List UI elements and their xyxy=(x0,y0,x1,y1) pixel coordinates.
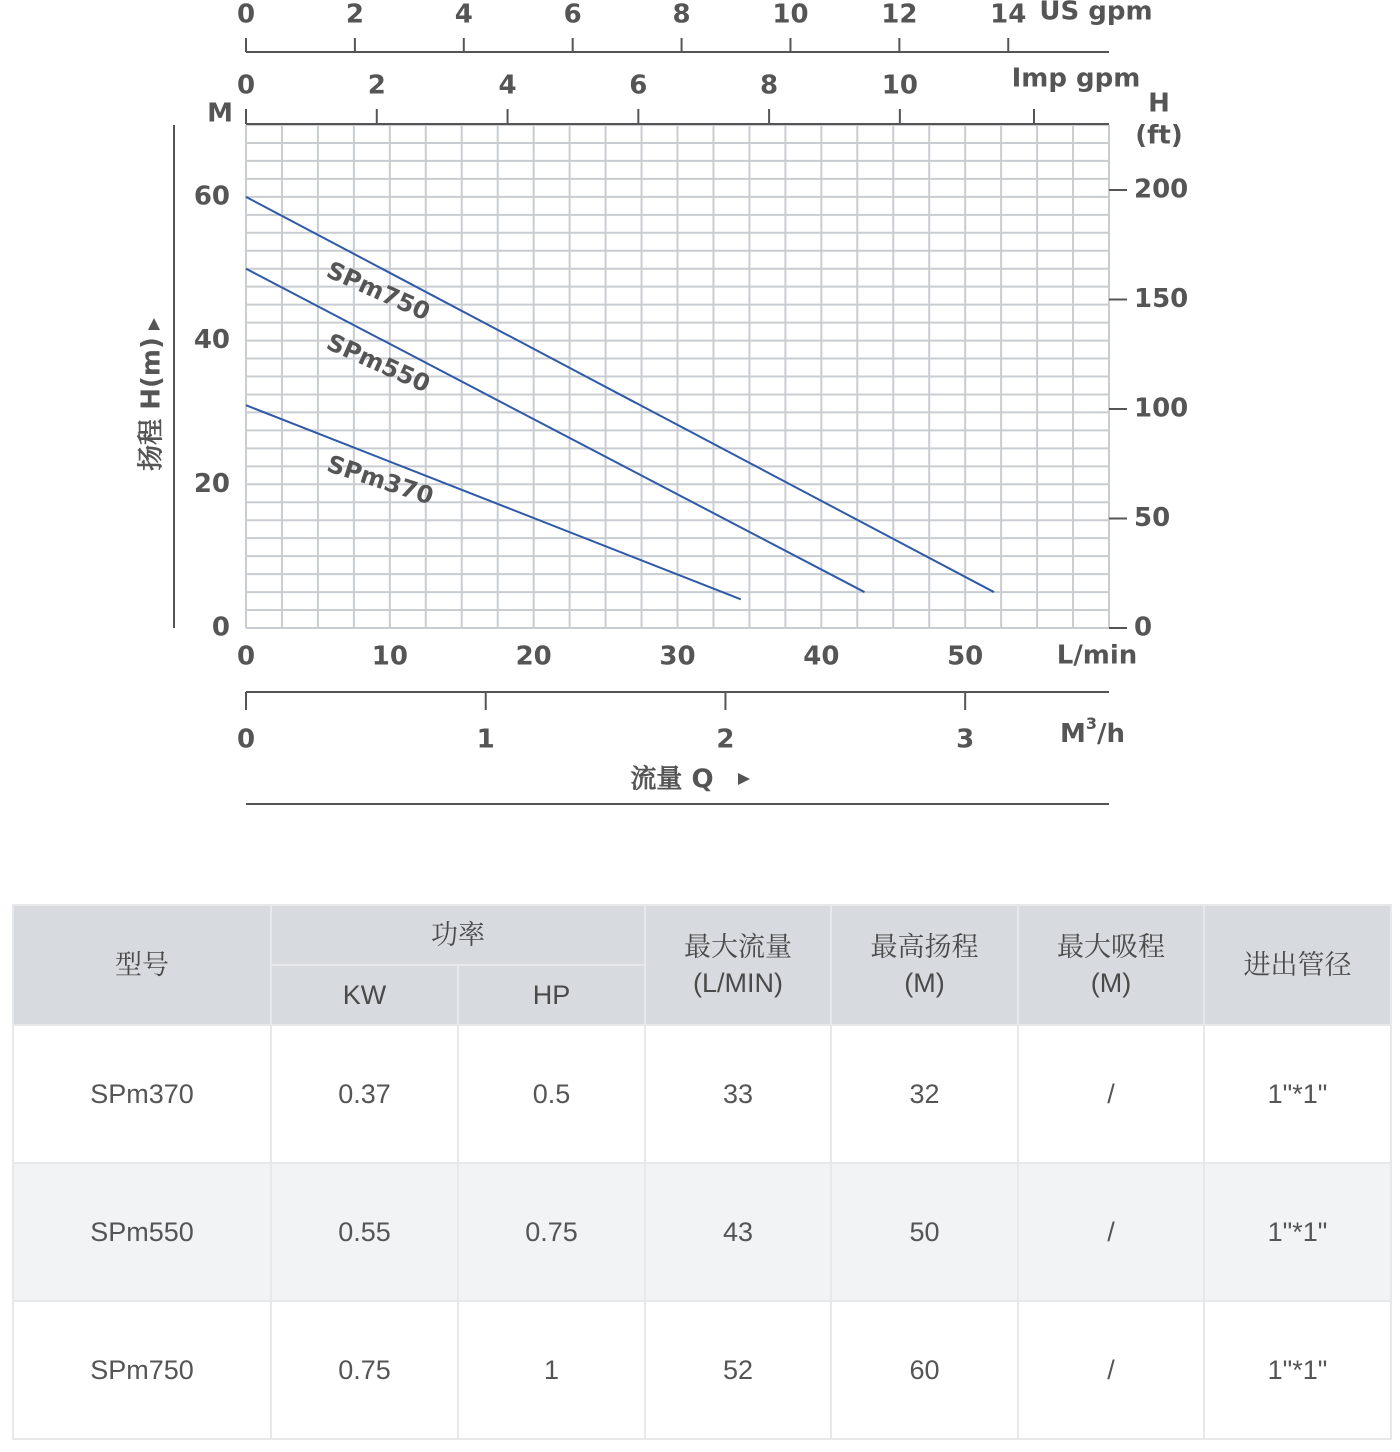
ft-unit-label-2: (ft) xyxy=(1135,120,1183,151)
x-tick-label: 40 xyxy=(803,641,840,672)
cell-flow: 43 xyxy=(645,1163,831,1301)
ft-tick-label: 50 xyxy=(1134,502,1171,533)
y-tick-label: 60 xyxy=(193,181,230,212)
imp-gpm-unit-label: Imp gpm xyxy=(1011,63,1141,94)
us-gpm-tick-label: 4 xyxy=(454,0,473,30)
ft-tick-label: 200 xyxy=(1134,174,1189,205)
cell-hp: 0.5 xyxy=(458,1025,645,1163)
y-axis-arrow xyxy=(148,318,160,330)
ft-unit-label: H xyxy=(1148,88,1170,119)
chart-axes xyxy=(148,38,1127,804)
m3h-unit-label: $M^3/h$ xyxy=(1060,713,1126,749)
table-header-row xyxy=(13,905,1391,965)
us-gpm-tick-label: 6 xyxy=(563,0,582,30)
cell-pipe: 1"*1" xyxy=(1204,1301,1391,1439)
cell-model: SPm750 xyxy=(13,1301,271,1439)
y-unit-label: M xyxy=(207,98,233,129)
table-row xyxy=(13,1163,1391,1301)
us-gpm-unit-label: US gpm xyxy=(1039,0,1153,27)
y-axis-title: 扬程 H(m) xyxy=(136,337,167,471)
us-gpm-tick-label: 14 xyxy=(990,0,1027,30)
chart-labels xyxy=(136,0,1189,795)
m3h-tick-label: 3 xyxy=(956,724,975,755)
cell-pipe: 1"*1" xyxy=(1204,1025,1391,1163)
x-tick-label: 10 xyxy=(371,641,408,672)
header-max-suction-line2: (M) xyxy=(1090,968,1132,998)
table-row xyxy=(13,1301,1391,1439)
x-axis-arrow xyxy=(738,773,750,785)
x-axis-title: 流量 Q xyxy=(630,764,714,795)
imp-gpm-tick-label: 10 xyxy=(881,70,918,101)
ft-tick-label: 0 xyxy=(1134,612,1153,643)
series-label-spm370: SPm370 xyxy=(323,449,437,511)
cell-flow: 33 xyxy=(645,1025,831,1163)
header-max-flow-line2: (L/MIN) xyxy=(693,968,783,998)
header-max-flow xyxy=(645,905,831,1025)
cell-head: 50 xyxy=(831,1163,1018,1301)
cell-kw: 0.75 xyxy=(271,1301,458,1439)
cell-flow: 52 xyxy=(645,1301,831,1439)
imp-gpm-tick-label: 8 xyxy=(760,70,779,101)
imp-gpm-tick-label: 6 xyxy=(629,70,648,101)
imp-gpm-tick-label: 4 xyxy=(498,70,517,101)
cell-hp: 0.75 xyxy=(458,1163,645,1301)
header-max-head-line1: 最高扬程 xyxy=(870,932,979,962)
x-tick-label: 30 xyxy=(659,641,696,672)
us-gpm-tick-label: 8 xyxy=(672,0,691,30)
y-tick-label: 0 xyxy=(211,612,230,643)
cell-hp: 1 xyxy=(458,1301,645,1439)
cell-suction: / xyxy=(1018,1301,1204,1439)
x-tick-label: 20 xyxy=(515,641,552,672)
header-max-flow-line1: 最大流量 xyxy=(684,932,792,962)
ft-tick-label: 150 xyxy=(1134,283,1189,314)
spec-table xyxy=(12,904,1392,1440)
cell-kw: 0.55 xyxy=(271,1163,458,1301)
x-tick-label: 0 xyxy=(236,641,256,672)
header-max-head xyxy=(831,905,1018,1025)
header-hp: HP xyxy=(458,965,645,1025)
table-row xyxy=(13,1025,1391,1163)
series-label-spm750: SPm750 xyxy=(322,255,435,327)
m3h-tick-label: 0 xyxy=(236,724,256,755)
us-gpm-tick-label: 10 xyxy=(772,0,809,30)
header-model: 型号 xyxy=(13,905,271,1025)
cell-kw: 0.37 xyxy=(271,1025,458,1163)
header-kw: KW xyxy=(271,965,458,1025)
m3h-tick-label: 2 xyxy=(716,724,735,755)
imp-gpm-tick-label: 2 xyxy=(367,70,386,101)
header-pipe: 进出管径 xyxy=(1204,905,1391,1025)
imp-gpm-tick-label: 0 xyxy=(236,70,256,101)
cell-suction: / xyxy=(1018,1163,1204,1301)
header-max-suction-line1: 最大吸程 xyxy=(1057,932,1165,962)
series-label-spm550: SPm550 xyxy=(322,327,435,399)
y-tick-label: 20 xyxy=(193,468,230,499)
ft-tick-label: 100 xyxy=(1134,393,1189,424)
us-gpm-tick-label: 0 xyxy=(236,0,256,30)
header-power: 功率 xyxy=(271,905,645,965)
y-tick-label: 40 xyxy=(193,325,230,356)
x-tick-label: 50 xyxy=(947,641,984,672)
cell-suction: / xyxy=(1018,1025,1204,1163)
header-max-head-line2: (M) xyxy=(904,968,945,998)
cell-head: 32 xyxy=(831,1025,1018,1163)
us-gpm-tick-label: 12 xyxy=(881,0,918,30)
header-max-suction xyxy=(1018,905,1204,1025)
cell-model: SPm370 xyxy=(13,1025,271,1163)
us-gpm-tick-label: 2 xyxy=(345,0,364,30)
cell-model: SPm550 xyxy=(13,1163,271,1301)
m3h-tick-label: 1 xyxy=(476,724,495,755)
x-unit-label: L/min xyxy=(1056,640,1138,671)
cell-head: 60 xyxy=(831,1301,1018,1439)
cell-pipe: 1"*1" xyxy=(1204,1163,1391,1301)
